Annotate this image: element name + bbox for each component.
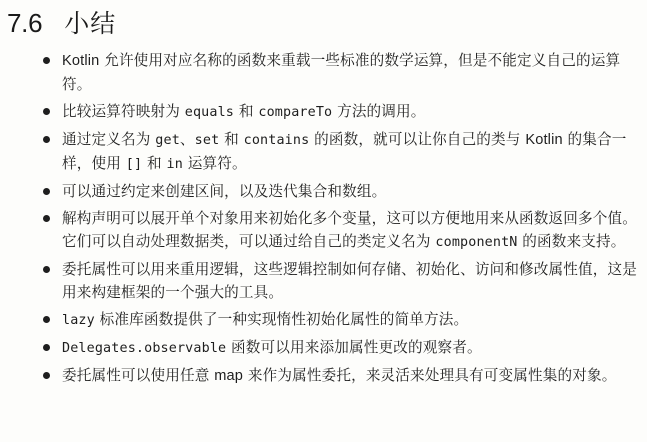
summary-item-text <box>62 103 426 120</box>
code-span: contains <box>243 133 310 148</box>
summary-item-text <box>62 131 627 172</box>
code-span: lazy <box>62 313 95 328</box>
bullet-icon <box>43 57 50 64</box>
code-span: equals <box>184 105 235 120</box>
summary-item-text <box>62 210 637 250</box>
section-number: 7.6 <box>7 8 43 38</box>
text-span: 委托属性可以用来重用逻辑，这些逻辑控制如何存储、初始化、访问和修改属性值，这是用来构建框架的一个强大的工具。 <box>62 261 638 301</box>
text-span: 委托属性可以使用任意 <box>62 367 215 384</box>
text-span: 、 <box>179 131 195 148</box>
summary-item-text <box>62 183 386 200</box>
bullet-icon <box>43 316 50 323</box>
summary-item-text <box>62 52 620 93</box>
summary-item <box>40 100 640 124</box>
text-span: 解构声明可以展开单个对象用来初始化多个变量，这可以方便地用来从函数返回多个值。它们可以自动处理数据类，可以通过给自己的类定义名为 <box>62 210 638 250</box>
bullet-icon <box>43 344 50 351</box>
text-span: 的函数来支持。 <box>517 233 626 250</box>
text-span: 来作为属性委托，来灵活来处理具有可变属性集的对象。 <box>243 367 617 384</box>
text-span: 函数可以用来添加属性更改的观察者。 <box>226 339 482 356</box>
text-span: map <box>214 368 244 384</box>
text-span: 和 <box>234 103 259 120</box>
bullet-icon <box>43 372 50 379</box>
summary-item <box>40 49 640 96</box>
text-span: 通过定义名为 <box>62 131 156 148</box>
summary-item <box>40 207 640 254</box>
text-span: 方法的调用。 <box>332 103 426 120</box>
text-span: Kotlin <box>525 132 563 148</box>
code-span: Delegates.observable <box>62 341 227 356</box>
summary-item <box>40 308 640 332</box>
summary-item <box>40 258 640 304</box>
text-span: 比较运算符映射为 <box>62 103 185 120</box>
summary-item-text <box>62 261 637 301</box>
text-span: 的集合一样，使用 <box>62 131 627 172</box>
summary-item <box>40 336 640 360</box>
summary-item-text <box>62 339 482 356</box>
summary-list <box>40 49 640 392</box>
text-span: 和 <box>219 131 244 148</box>
text-span: 标准库函数提供了一种实现惰性初始化属性的简单方法。 <box>94 311 469 328</box>
summary-item-text <box>62 367 616 384</box>
code-span: set <box>194 133 220 148</box>
text-span: 运算符。 <box>182 155 247 172</box>
text-span: 的函数，就可以让你自己的类与 <box>309 131 526 148</box>
text-span: 允许使用对应名称的函数来重载一些标准的数学运算，但是不能定义自己的运算符。 <box>62 52 621 93</box>
code-span: componentN <box>435 235 518 250</box>
code-span: compareTo <box>258 105 333 120</box>
bullet-icon <box>43 266 50 273</box>
code-span: get <box>155 133 180 148</box>
code-span: [] <box>125 157 143 172</box>
summary-item-text <box>62 311 468 328</box>
bullet-icon <box>43 215 50 222</box>
bullet-icon <box>43 108 50 115</box>
code-span: in <box>166 157 183 172</box>
summary-item <box>40 180 640 203</box>
bullet-icon <box>43 188 50 195</box>
section-heading <box>7 4 116 38</box>
text-span: 可以通过约定来创建区间，以及迭代集合和数组。 <box>62 183 387 200</box>
text-span: 和 <box>142 155 167 172</box>
summary-item <box>40 128 640 176</box>
summary-item <box>40 364 640 388</box>
text-span: Kotlin <box>62 53 100 69</box>
section-title: 小结 <box>64 9 117 38</box>
bullet-icon <box>43 136 50 143</box>
